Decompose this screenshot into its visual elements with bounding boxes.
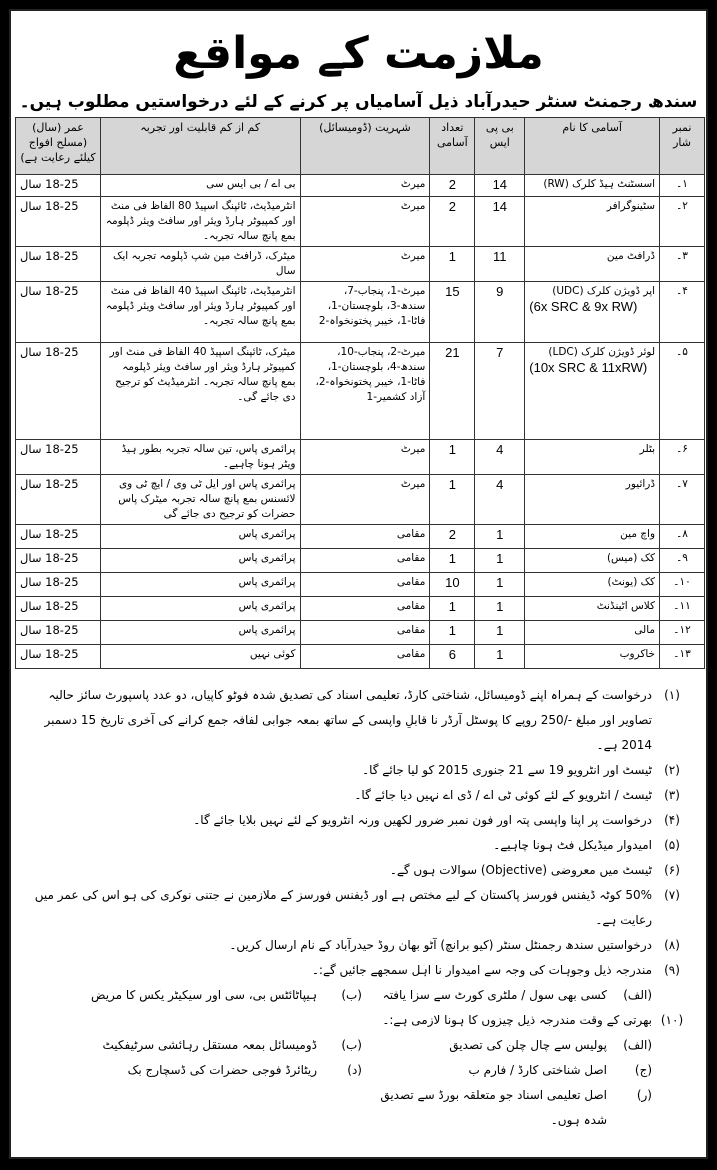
domicile-cell bbox=[300, 573, 430, 597]
qualification-cell-text: بی اے / بی ایس سی bbox=[206, 178, 296, 190]
count-cell bbox=[430, 621, 475, 645]
post-name-english: (6x SRC & 9x RW) bbox=[529, 299, 638, 314]
note-number: (۵) bbox=[664, 838, 680, 852]
qualification-cell bbox=[100, 282, 300, 343]
count-cell-text: 6 bbox=[448, 647, 456, 662]
ad-subtitle: سندھ رجمنٹ سنٹر حیدرآباد ذیل آسامیاں پر کرنے کے لئے درخواستیں مطلوب ہیں۔ bbox=[19, 92, 698, 112]
count-cell bbox=[430, 645, 475, 669]
post-name-cell-text: بٹلر bbox=[639, 443, 656, 455]
count-cell-text: 1 bbox=[448, 623, 456, 638]
bps-cell bbox=[475, 175, 525, 197]
post-name-cell-text: ڈرائیور bbox=[625, 478, 656, 490]
bps-cell bbox=[475, 247, 525, 282]
qualification-cell bbox=[100, 573, 300, 597]
note-text: درخواست پر اپنا واپسی پتہ اور فون نمبر ضرور لکھیں ورنہ انٹرویو کے لئے نہیں بلایا جائے گا۔ bbox=[193, 813, 652, 827]
sub-item-letter: (ب) bbox=[341, 988, 362, 1002]
qualification-cell bbox=[100, 621, 300, 645]
header-domicile: شہریت (ڈومیسائل) bbox=[300, 118, 430, 175]
age-cell-text: 18-25 سال bbox=[20, 177, 79, 191]
table-row bbox=[16, 621, 705, 645]
post-name-cell bbox=[525, 247, 660, 282]
post-name-cell-text: کک (یونٹ) bbox=[607, 576, 656, 588]
age-cell bbox=[16, 197, 101, 247]
post-name-cell bbox=[525, 475, 660, 525]
table-row bbox=[16, 343, 705, 440]
sub-item-row bbox=[25, 1083, 692, 1133]
bps-cell bbox=[475, 645, 525, 669]
table-row bbox=[16, 175, 705, 197]
serial-cell bbox=[660, 247, 705, 282]
post-name-cell-text: کلاس اٹینڈنٹ bbox=[596, 600, 656, 612]
post-name-cell bbox=[525, 549, 660, 573]
post-name-cell bbox=[525, 597, 660, 621]
domicile-cell-text: میرٹ bbox=[400, 200, 426, 212]
note-number: (۱۰) bbox=[660, 1013, 684, 1027]
sub-item bbox=[362, 1058, 652, 1083]
count-cell bbox=[430, 343, 475, 440]
count-cell-text: 1 bbox=[448, 249, 456, 264]
serial-cell-text: ۵۔ bbox=[676, 346, 688, 358]
age-cell-text: 18-25 سال bbox=[20, 599, 79, 613]
domicile-cell bbox=[300, 343, 430, 440]
sub-item-text: اصل تعلیمی اسناد جو متعلقہ بورڈ سے تصدیق شدہ ہوں۔ bbox=[380, 1088, 607, 1127]
bps-cell bbox=[475, 440, 525, 475]
count-cell bbox=[430, 175, 475, 197]
post-name-cell bbox=[525, 197, 660, 247]
note-text: بھرتی کے وقت مندرجہ ذیل چیزوں کا ہونا لازمی ہے:۔ bbox=[382, 1013, 652, 1027]
bps-cell bbox=[475, 343, 525, 440]
serial-cell-text: ۷۔ bbox=[676, 478, 688, 490]
table-row bbox=[16, 573, 705, 597]
bps-cell-text: 1 bbox=[496, 551, 504, 566]
serial-cell bbox=[660, 549, 705, 573]
count-cell-text: 2 bbox=[448, 527, 456, 542]
note-number: (۸) bbox=[664, 938, 680, 952]
sub-item-letter: (ج) bbox=[634, 1063, 652, 1077]
post-name-cell bbox=[525, 645, 660, 669]
bps-cell-text: 1 bbox=[496, 527, 504, 542]
ad-title: ملازمت کے مواقع bbox=[173, 28, 544, 79]
domicile-cell bbox=[300, 621, 430, 645]
age-cell bbox=[16, 247, 101, 282]
serial-cell bbox=[660, 621, 705, 645]
age-cell bbox=[16, 525, 101, 549]
qualification-cell-text: پرائمری پاس bbox=[238, 624, 296, 636]
age-cell-text: 18-25 سال bbox=[20, 199, 79, 213]
count-cell-text: 1 bbox=[448, 477, 456, 492]
bps-cell-text: 14 bbox=[492, 199, 508, 214]
domicile-cell bbox=[300, 525, 430, 549]
bps-cell-text: 11 bbox=[493, 249, 507, 264]
vacancies-table bbox=[15, 117, 705, 669]
note-number: (۱) bbox=[664, 688, 680, 702]
domicile-cell-text: مقامی bbox=[396, 648, 426, 660]
serial-cell-text: ۸۔ bbox=[676, 528, 688, 540]
age-cell bbox=[16, 645, 101, 669]
domicile-cell-text: مقامی bbox=[396, 576, 426, 588]
qualification-cell-text: انٹرمیڈیٹ، ٹائپنگ اسپیڈ 80 الفاظ فی منٹ اور کمپیوٹر ہارڈ ویئر اور سافٹ ویئر ڈپلومہ بمع پانچ سالہ تجربہ۔ bbox=[105, 200, 296, 242]
sub-item-row bbox=[25, 1058, 692, 1083]
serial-cell bbox=[660, 597, 705, 621]
age-cell bbox=[16, 549, 101, 573]
count-cell-text: 10 bbox=[445, 575, 460, 590]
qualification-cell-text: کوئی نہیں bbox=[249, 648, 296, 660]
count-cell bbox=[430, 440, 475, 475]
sub-item-row bbox=[25, 1033, 692, 1058]
qualification-cell-text: پرائمری پاس bbox=[238, 528, 296, 540]
post-name-cell bbox=[525, 573, 660, 597]
serial-cell bbox=[660, 440, 705, 475]
count-cell bbox=[430, 282, 475, 343]
note-item bbox=[25, 958, 692, 983]
sub-item-text: ریٹائرڈ فوجی حضرات کی ڈسچارج بک bbox=[127, 1063, 317, 1077]
age-cell-text: 18-25 سال bbox=[20, 647, 79, 661]
sub-item-letter: (ب) bbox=[341, 1038, 362, 1052]
domicile-cell-text: مقامی bbox=[396, 624, 426, 636]
domicile-cell bbox=[300, 247, 430, 282]
table-row bbox=[16, 282, 705, 343]
count-cell-text: 2 bbox=[448, 199, 456, 214]
qualification-cell-text: پرائمری پاس، تین سالہ تجربہ بطور ہیڈ ویٹر ہونا چاہیے۔ bbox=[121, 443, 296, 470]
qualification-cell bbox=[100, 343, 300, 440]
note-item bbox=[25, 758, 692, 783]
count-cell-text: 1 bbox=[448, 442, 456, 457]
post-name-cell-text: مالی bbox=[634, 624, 656, 636]
serial-cell-text: ۱۱۔ bbox=[673, 600, 691, 612]
age-cell-text: 18-25 سال bbox=[20, 477, 79, 491]
bps-cell bbox=[475, 621, 525, 645]
count-cell-text: 2 bbox=[448, 177, 456, 192]
count-cell bbox=[430, 525, 475, 549]
count-cell bbox=[430, 597, 475, 621]
post-name-cell-text: واچ مین bbox=[620, 528, 656, 540]
job-advertisement bbox=[9, 9, 708, 1159]
post-name-cell bbox=[525, 621, 660, 645]
domicile-cell-text: مقامی bbox=[396, 600, 426, 612]
note-item bbox=[25, 783, 692, 808]
serial-cell-text: ۱۲۔ bbox=[673, 624, 691, 636]
age-cell-text: 18-25 سال bbox=[20, 345, 79, 359]
sub-item bbox=[72, 983, 362, 1008]
domicile-cell bbox=[300, 282, 430, 343]
header-count: تعداد آسامی bbox=[430, 118, 475, 175]
count-cell-text: 1 bbox=[448, 599, 456, 614]
bps-cell bbox=[475, 475, 525, 525]
domicile-cell bbox=[300, 597, 430, 621]
post-name-cell-text: کک (میس) bbox=[606, 552, 656, 564]
count-cell bbox=[430, 549, 475, 573]
bps-cell-text: 7 bbox=[496, 345, 504, 360]
table-row bbox=[16, 475, 705, 525]
serial-cell bbox=[660, 197, 705, 247]
age-cell bbox=[16, 621, 101, 645]
qualification-cell-text: پرائمری پاس اور ایل ٹی وی / ایچ ٹی وی لائسنس بمع پانچ سالہ تجربہ میٹرک پاس حضرات کو ترجیح دی جائے گی bbox=[118, 478, 296, 520]
sub-item bbox=[72, 1058, 362, 1083]
count-cell-text: 1 bbox=[448, 551, 456, 566]
qualification-cell bbox=[100, 475, 300, 525]
sub-item bbox=[362, 983, 652, 1008]
qualification-cell bbox=[100, 247, 300, 282]
age-cell-text: 18-25 سال bbox=[20, 527, 79, 541]
serial-cell bbox=[660, 175, 705, 197]
bps-cell-text: 14 bbox=[492, 177, 508, 192]
table-row bbox=[16, 247, 705, 282]
note-text: ٹیسٹ میں معروضی (Objective) سوالات ہوں گے۔ bbox=[389, 863, 652, 877]
note-text: ٹیسٹ اور انٹرویو 19 سے 21 جنوری 2015 کو لیا جائے گا۔ bbox=[362, 763, 652, 777]
count-cell bbox=[430, 573, 475, 597]
domicile-cell-text: میرٹ-1، پنجاب-7، سندھ-3، بلوچستان-1، فاٹا-1، خیبر پختونخواہ-2 bbox=[318, 285, 426, 327]
serial-cell bbox=[660, 282, 705, 343]
bps-cell bbox=[475, 597, 525, 621]
domicile-cell bbox=[300, 175, 430, 197]
domicile-cell-text: میرٹ bbox=[400, 250, 426, 262]
bps-cell bbox=[475, 549, 525, 573]
qualification-cell bbox=[100, 645, 300, 669]
table-header-row bbox=[16, 118, 705, 175]
sub-item-text: ڈومیسائل بمعہ مستقل رہائشی سرٹیفکیٹ bbox=[102, 1038, 317, 1052]
note-item bbox=[25, 1008, 692, 1033]
age-cell-text: 18-25 سال bbox=[20, 284, 79, 298]
table-row bbox=[16, 645, 705, 669]
post-name-cell-text: اپر ڈویژن کلرک (UDC) bbox=[552, 285, 656, 297]
age-cell bbox=[16, 343, 101, 440]
post-name-cell bbox=[525, 282, 660, 343]
post-name-english: (10x SRC & 11xRW) bbox=[529, 360, 648, 375]
table-row bbox=[16, 440, 705, 475]
sub-item bbox=[362, 1033, 652, 1058]
post-name-cell-text: خاکروب bbox=[619, 648, 656, 660]
post-name-cell bbox=[525, 440, 660, 475]
sub-item bbox=[362, 1083, 652, 1133]
serial-cell bbox=[660, 475, 705, 525]
sub-item-letter: (الف) bbox=[623, 1038, 652, 1052]
note-number: (۴) bbox=[664, 813, 680, 827]
note-number: (۹) bbox=[664, 963, 680, 977]
sub-item-text: اصل شناختی کارڈ / فارم ب bbox=[468, 1063, 607, 1077]
age-cell-text: 18-25 سال bbox=[20, 249, 79, 263]
domicile-cell-text: میرٹ bbox=[400, 443, 426, 455]
age-cell bbox=[16, 175, 101, 197]
table-row bbox=[16, 525, 705, 549]
note-item bbox=[25, 933, 692, 958]
serial-cell bbox=[660, 343, 705, 440]
header-post: آسامی کا نام bbox=[525, 118, 660, 175]
qualification-cell-text: انٹرمیڈیٹ، ٹائپنگ اسپیڈ 40 الفاظ فی منٹ اور کمپیوٹر ہارڈ ویئر اور سافٹ ویئر ڈپلومہ بمع پانچ سالہ تجربہ۔ bbox=[105, 285, 296, 327]
age-cell bbox=[16, 282, 101, 343]
post-name-cell-text: ڈرافٹ مین bbox=[606, 250, 656, 262]
post-name-cell bbox=[525, 175, 660, 197]
bps-cell-text: 4 bbox=[496, 442, 504, 457]
qualification-cell-text: میٹرک، ڈرافٹ مین شپ ڈپلومہ تجربہ ایک سال bbox=[112, 250, 296, 277]
note-text: درخواست کے ہمراہ اپنے ڈومیسائل، شناختی کارڈ، تعلیمی اسناد کی تصدیق شدہ فوٹو کاپیاں، دو عدد پاسپورٹ سائز حالیہ تصاویر اور مبلغ -/250 روپے کا پوسٹل آرڈر نا قابلِ واپسی کے ساتھ بمعہ جوابی لفافہ جمع کرانے کی آخری تاریخ 15 دسمبر 2014 ہے۔ bbox=[44, 688, 652, 752]
note-number: (۶) bbox=[664, 863, 680, 877]
domicile-cell-text: میرٹ-2، پنجاب-10، سندھ-4، بلوچستان-1، فاٹا-1، خیبر پختونخواہ-2، آزاد کشمیر-1 bbox=[315, 346, 426, 403]
serial-cell-text: ۱۰۔ bbox=[673, 576, 691, 588]
age-cell-text: 18-25 سال bbox=[20, 623, 79, 637]
note-item bbox=[25, 683, 692, 758]
header-serial: نمبر شار bbox=[660, 118, 705, 175]
domicile-cell-text: مقامی bbox=[396, 528, 426, 540]
qualification-cell bbox=[100, 549, 300, 573]
bps-cell-text: 1 bbox=[496, 647, 504, 662]
count-cell bbox=[430, 197, 475, 247]
table-row bbox=[16, 197, 705, 247]
qualification-cell-text: میٹرک، ٹائپنگ اسپیڈ 40 الفاظ فی منٹ اور کمپیوٹر ہارڈ ویئر اور سافٹ ویئر ڈپلومہ بمع پانچ سالہ تجربہ۔ انٹرمیڈیٹ کو ترجیح دی جائے گی۔ bbox=[109, 346, 296, 403]
serial-cell-text: ۹۔ bbox=[676, 552, 688, 564]
domicile-cell bbox=[300, 475, 430, 525]
sub-item bbox=[72, 1033, 362, 1058]
table-row bbox=[16, 549, 705, 573]
note-text: امیدوار میڈیکل فٹ ہونا چاہیے۔ bbox=[493, 838, 652, 852]
post-name-cell-text: سٹینوگرافر bbox=[606, 200, 656, 212]
header-age: عمر (سال) (مسلح افواج کیلئے رعایت ہے) bbox=[16, 118, 101, 175]
qualification-cell-text: پرائمری پاس bbox=[238, 576, 296, 588]
note-text: مندرجہ ذیل وجوہات کی وجہ سے امیدوار نا اہل سمجھے جائیں گے:۔ bbox=[311, 963, 652, 977]
note-number: (۳) bbox=[664, 788, 680, 802]
domicile-cell bbox=[300, 197, 430, 247]
age-cell bbox=[16, 440, 101, 475]
serial-cell-text: ۴۔ bbox=[676, 285, 688, 297]
post-name-cell-text: لوئر ڈویژن کلرک (LDC) bbox=[548, 346, 656, 358]
age-cell-text: 18-25 سال bbox=[20, 575, 79, 589]
count-cell bbox=[430, 247, 475, 282]
note-text: ٹیسٹ / انٹرویو کے لئے کوئی ٹی اے / ڈی اے نہیں دیا جائے گا۔ bbox=[354, 788, 652, 802]
note-item bbox=[25, 883, 692, 933]
qualification-cell-text: پرائمری پاس bbox=[238, 552, 296, 564]
bps-cell-text: 1 bbox=[496, 599, 504, 614]
note-item bbox=[25, 833, 692, 858]
sub-item-letter: (ر) bbox=[636, 1088, 652, 1102]
post-name-cell bbox=[525, 525, 660, 549]
sub-item-letter: (الف) bbox=[623, 988, 652, 1002]
sub-item-text: پولیس سے چال چلن کی تصدیق bbox=[449, 1038, 607, 1052]
bps-cell bbox=[475, 573, 525, 597]
note-text: درخواستیں سندھ رجمنٹل سنٹر (کیو برانچ) آٹو بھان روڈ حیدرآباد کے نام ارسال کریں۔ bbox=[229, 938, 652, 952]
note-number: (۷) bbox=[664, 888, 680, 902]
serial-cell bbox=[660, 645, 705, 669]
qualification-cell bbox=[100, 440, 300, 475]
sub-item-row bbox=[25, 983, 692, 1008]
post-name-cell-text: اسسٹنٹ ہیڈ کلرک (RW) bbox=[543, 178, 656, 190]
sub-item-letter: (د) bbox=[347, 1063, 362, 1077]
domicile-cell bbox=[300, 440, 430, 475]
qualification-cell-text: پرائمری پاس bbox=[238, 600, 296, 612]
count-cell-text: 15 bbox=[445, 284, 460, 299]
serial-cell-text: ۶۔ bbox=[676, 443, 688, 455]
sub-item-text: ہیپاٹائٹس بی، سی اور سیکیٹر یکس کا مریض bbox=[91, 988, 317, 1002]
age-cell bbox=[16, 475, 101, 525]
domicile-cell bbox=[300, 549, 430, 573]
serial-cell-text: ۳۔ bbox=[676, 250, 688, 262]
bps-cell-text: 1 bbox=[496, 623, 504, 638]
serial-cell-text: ۱۔ bbox=[676, 178, 688, 190]
count-cell-text: 21 bbox=[445, 345, 460, 360]
domicile-cell bbox=[300, 645, 430, 669]
serial-cell-text: ۱۳۔ bbox=[673, 648, 691, 660]
count-cell bbox=[430, 475, 475, 525]
serial-cell bbox=[660, 573, 705, 597]
note-text: 50% کوٹہ ڈیفنس فورسز پاکستان کے لیے مختص ہے اور ڈیفنس فورسز کے ملازمین نے جتنی نوکری کی ہو اس کی عمر میں رعایت ہے۔ bbox=[34, 888, 652, 927]
post-name-cell bbox=[525, 343, 660, 440]
note-item bbox=[25, 858, 692, 883]
age-cell-text: 18-25 سال bbox=[20, 551, 79, 565]
qualification-cell bbox=[100, 597, 300, 621]
age-cell-text: 18-25 سال bbox=[20, 442, 79, 456]
bps-cell bbox=[475, 282, 525, 343]
serial-cell-text: ۲۔ bbox=[676, 200, 688, 212]
note-item bbox=[25, 808, 692, 833]
notes-section bbox=[25, 683, 692, 1133]
sub-item-text: کسی بھی سول / ملٹری کورٹ سے سزا یافتہ bbox=[382, 988, 607, 1002]
domicile-cell-text: میرٹ bbox=[400, 478, 426, 490]
bps-cell bbox=[475, 197, 525, 247]
bps-cell-text: 1 bbox=[496, 575, 504, 590]
bps-cell-text: 9 bbox=[496, 284, 504, 299]
domicile-cell-text: مقامی bbox=[396, 552, 426, 564]
age-cell bbox=[16, 573, 101, 597]
serial-cell bbox=[660, 525, 705, 549]
header-bps: بی پی ایس bbox=[475, 118, 525, 175]
header-qualification: کم از کم قابلیت اور تجربہ bbox=[100, 118, 300, 175]
note-number: (۲) bbox=[664, 763, 680, 777]
qualification-cell bbox=[100, 175, 300, 197]
qualification-cell bbox=[100, 525, 300, 549]
bps-cell bbox=[475, 525, 525, 549]
age-cell bbox=[16, 597, 101, 621]
qualification-cell bbox=[100, 197, 300, 247]
domicile-cell-text: میرٹ bbox=[400, 178, 426, 190]
table-row bbox=[16, 597, 705, 621]
bps-cell-text: 4 bbox=[496, 477, 504, 492]
